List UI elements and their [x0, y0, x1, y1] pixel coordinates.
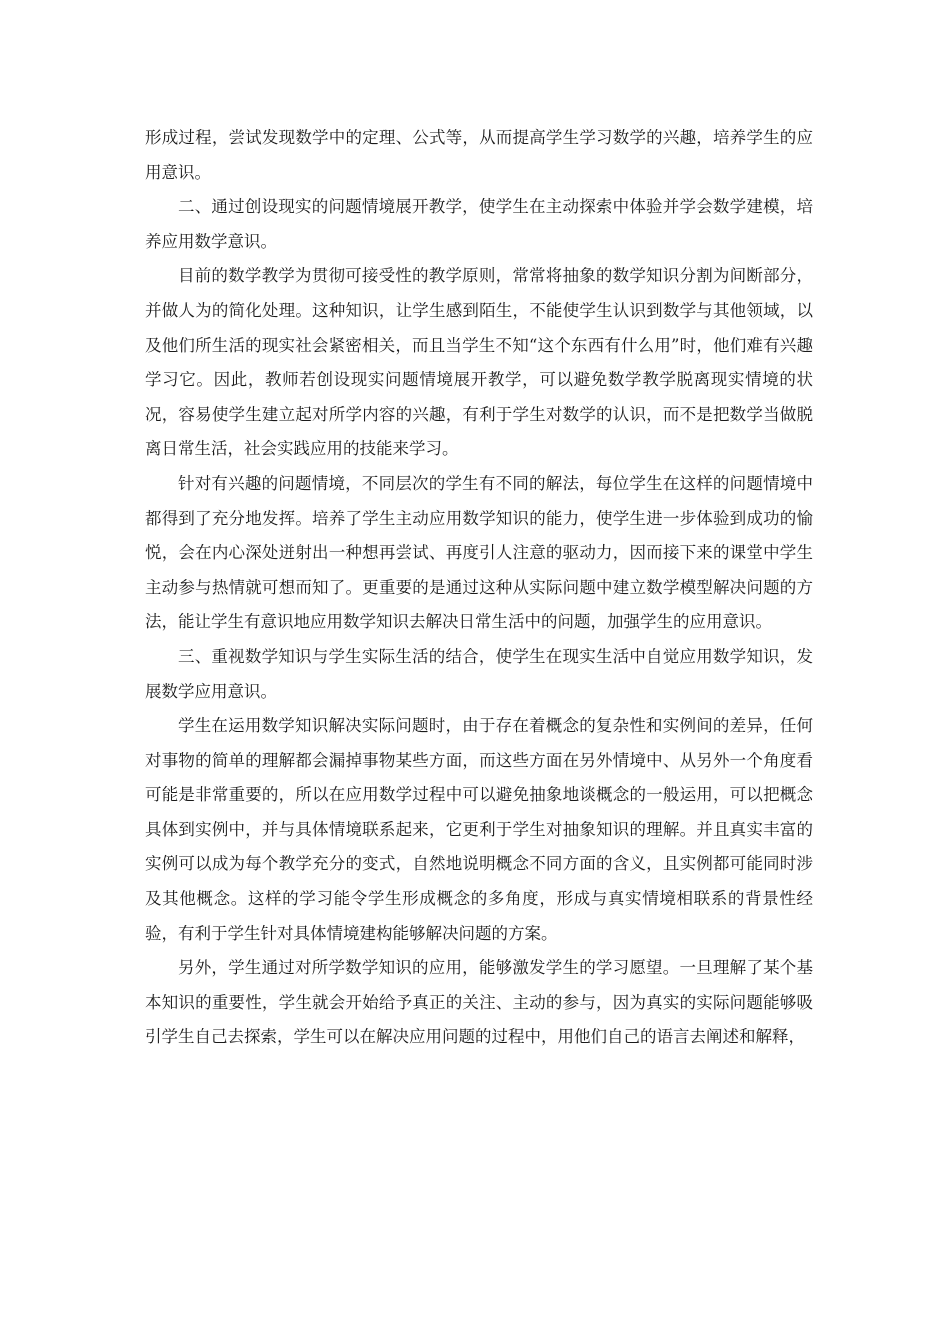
paragraph-continuation: 形成过程，尝试发现数学中的定理、公式等，从而提高学生学习数学的兴趣，培养学生的应用意识。	[145, 128, 813, 182]
document-body	[145, 121, 813, 1055]
paragraph: 另外，学生通过对所学数学知识的应用，能够激发学生的学习愿望。一旦理解了某个基本知识的重要性，学生就会开始给予真正的关注、主动的参与，因为真实的实际问题能够吸引学生自己去探索，学生可以在解决应用问题的过程中，用他们自己的语言去阐述和解释，	[145, 958, 813, 1047]
section-heading-two: 二、通过创设现实的问题情境展开教学，使学生在主动探索中体验并学会数学建模，培养应用数学意识。	[145, 197, 813, 251]
paragraph: 目前的数学教学为贯彻可接受性的教学原则，常常将抽象的数学知识分割为间断部分，并做人为的简化处理。这种知识，让学生感到陌生，不能使学生认识到数学与其他领域，以及他们所生活的现实社会紧密相关，而且当学生不知“这个东西有什么用”时，他们难有兴趣学习它。因此，教师若创设现实问题情境展开教学，可以避免数学教学脱离现实情境的状况，容易使学生建立起对所学内容的兴趣，有利于学生对数学的认识，而不是把数学当做脱离日常生活，社会实践应用的技能来学习。	[145, 266, 813, 459]
paragraph: 针对有兴趣的问题情境，不同层次的学生有不同的解法，每位学生在这样的问题情境中都得到了充分地发挥。培养了学生主动应用数学知识的能力，使学生进一步体验到成功的愉悦，会在内心深处迸射出一种想再尝试、再度引人注意的驱动力，因而接下来的课堂中学生主动参与热情就可想而知了。更重要的是通过这种从实际问题中建立数学模型解决问题的方法，能让学生有意识地应用数学知识去解决日常生活中的问题，加强学生的应用意识。	[145, 473, 813, 632]
section-heading-three: 三、重视数学知识与学生实际生活的结合，使学生在现实生活中自觉应用数学知识，发展数学应用意识。	[145, 646, 813, 701]
paragraph: 学生在运用数学知识解决实际问题时，由于存在着概念的复杂性和实例间的差异，任何对事物的简单的理解都会漏掉事物某些方面，而这些方面在另外情境中、从另外一个角度看可能是非常重要的，所以在应用数学过程中可以避免抽象地谈概念的一般运用，可以把概念具体到实例中，并与具体情境联系起来，它更利于学生对抽象知识的理解。并且真实丰富的实例可以成为每个教学充分的变式，自然地说明概念不同方面的含义，且实例都可能同时涉及其他概念。这样的学习能令学生形成概念的多角度，形成与真实情境相联系的背景性经验，有利于学生针对具体情境建构能够解决问题的方案。	[145, 716, 813, 943]
